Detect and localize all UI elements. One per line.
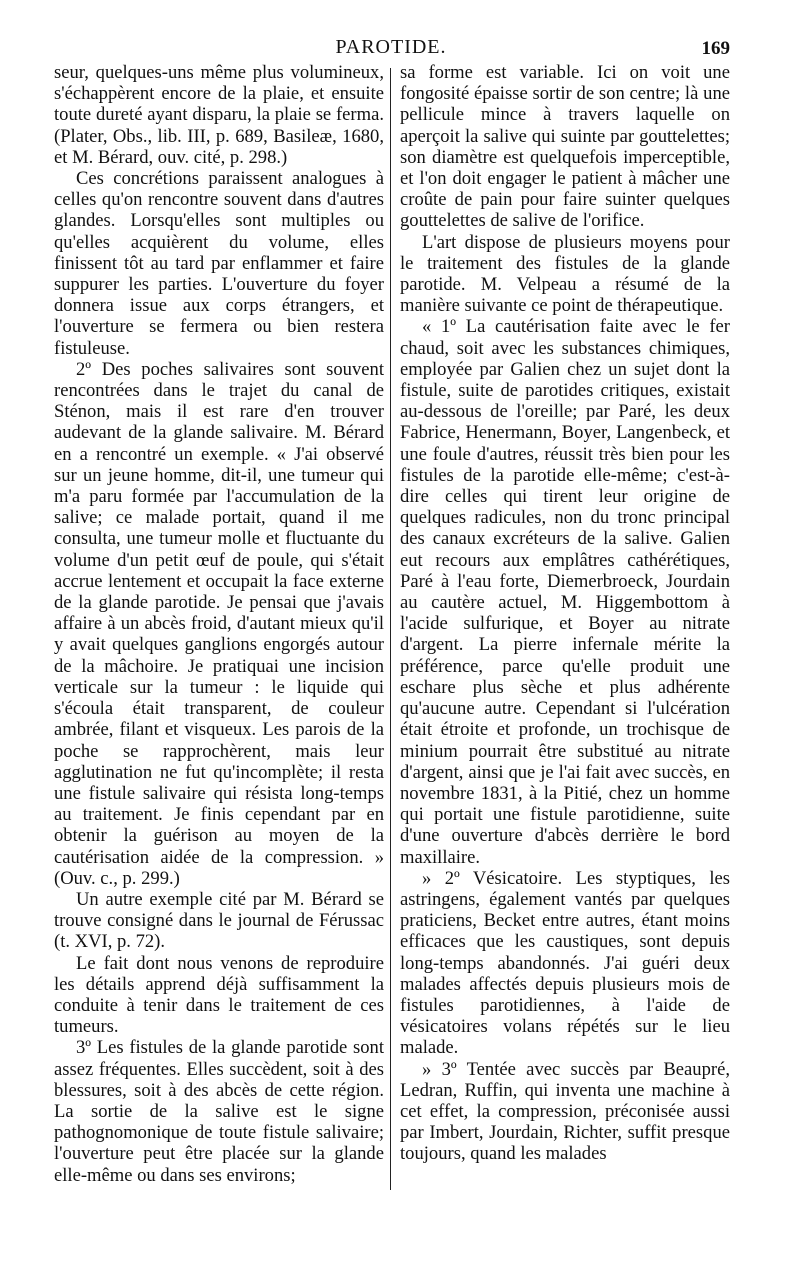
left-column — [54, 62, 384, 1186]
paragraph: 3º Les fistules de la glande parotide sont assez fréquentes. Elles succèdent, soit à des blessures, soit à des abcès de cette région. La sortie de la salive est le signe pathognomonique de toute fistule salivaire; l'ouverture peut être placée sur la glande elle-même ou dans ses environs; — [54, 1037, 384, 1186]
paragraph: Un autre exemple cité par M. Bérard se trouve consigné dans le journal de Férussac (t. XVI, p. 72). — [54, 888, 384, 953]
paragraph: seur, quelques-uns même plus volumineux, s'échappèrent encore de la plaie, et ensuite toute dureté ayant disparu, la plaie se ferma. (Plater, Obs., lib. III, p. 689, Basileæ, 1680, et M. Bérard, ouv. cité, p. 298.) — [54, 62, 384, 168]
page-header — [52, 36, 730, 64]
paragraph: L'art dispose de plusieurs moyens pour le traitement des fistules de la glande parotide. M. Velpeau a résumé de la manière suivante ce point de thérapeutique. — [400, 231, 730, 317]
column-divider — [390, 68, 391, 1190]
paragraph: Le fait dont nous venons de reproduire les détails apprend déjà suffisamment la conduite à tenir dans le traitement de ces tumeurs. — [54, 952, 384, 1038]
paragraph: » 2º Vésicatoire. Les styptiques, les astringens, également vantés par quelques praticiens, Becket entre autres, étant moins efficaces que les caustiques, sont depuis long-temps abandonnés. J'ai guéri deux malades affectés depuis plusieurs mois de fistules parotidiennes, à l'aide de vésicatoires volans répétés sur le lieu malade. — [400, 867, 730, 1059]
paragraph: 2º Des poches salivaires sont souvent rencontrées dans le trajet du canal de Sténon, mais il est rare d'en trouver audevant de la glande salivaire. M. Bérard en a rencontré un exemple. « J'ai observé sur un jeune homme, dit-il, une tumeur qui m'a paru formée par l'accumulation de la salive; ce malade portait, quand il me consulta, une tumeur molle et fluctuante du volume d'un petit œuf de poule, qui s'était accrue lentement et occupait la face externe de la glande parotide. Je pensai que j'avais affaire à un abcès froid, d'autant mieux qu'il y avait quelques ganglions engorgés autour de la mâchoire. Je pratiquai une incision verticale sur la tumeur : le liquide qui s'écoula était transparent, de couleur ambrée, filant et visqueux. Les parois de la poche se rapprochèrent, mais leur agglutination ne fut qu'incomplète; il resta une fistule salivaire qui résista long-temps au traitement. Je finis cependant par en obtenir la guérison au moyen de la cautérisation aidée de la compression. » (Ouv. c., p. 299.) — [54, 358, 384, 889]
paragraph: Ces concrétions paraissent analogues à celles qu'on rencontre souvent dans d'autres glandes. Lorsqu'elles sont multiples ou qu'elles acquièrent du volume, elles finissent tôt au tard par enflammer et faire suppurer les parties. L'ouverture du foyer donnera issue aux corps étrangers, et l'ouverture se fermera ou bien restera fistuleuse. — [54, 168, 384, 359]
paragraph: sa forme est variable. Ici on voit une fongosité épaisse sortir de son centre; là une pellicule mince à travers laquelle on aperçoit la salive qui suinte par gouttelettes; son diamètre est quelquefois imperceptible, et l'on doit engager le patient à mâcher une croûte de pain pour faire suinter quelques gouttelettes de salive de l'orifice. — [400, 62, 730, 232]
paragraph: « 1º La cautérisation faite avec le fer chaud, soit avec les substances chimiques, employée par Galien chez un sujet dont la fistule, suite de parotides critiques, existait au-dessous de l'oreille; par Paré, les deux Fabrice, Henermann, Boyer, Langenbeck, et une foule d'autres, réussit très bien pour les fistules de la parotide elle-même; c'est-à-dire celles qui tirent leur origine de quelques radicules, non du tronc principal des canaux excréteurs de la salive. Galien eut recours aux emplâtres cathérétiques, Paré à l'eau forte, Diemerbroeck, Jourdain au cautère actuel, M. Higgembottom à l'acide sulfurique, et Boyer au nitrate d'argent. La pierre infernale mérite la préférence, parce qu'elle produit une eschare plus sèche et plus adhérente qu'aucune autre. Cependant si l'ulcération était étroite et profonde, un trochisque de minium pourrait être substitué au nitrate d'argent, ainsi que je l'ai fait avec succès, en novembre 1831, à la Pitié, chez un homme qui portait une fistule parotidienne, suite d'une ouverture d'abcès derrière le bord maxillaire. — [400, 316, 730, 868]
paragraph: » 3º Tentée avec succès par Beaupré, Ledran, Ruffin, qui inventa une machine à cet effet, la compression, préconisée aussi par Imbert, Jourdain, Richter, suffit presque toujours, quand les malades — [400, 1058, 730, 1165]
right-column — [400, 62, 730, 1165]
page-number: 169 — [701, 38, 730, 59]
running-title: PAROTIDE. — [335, 36, 447, 58]
